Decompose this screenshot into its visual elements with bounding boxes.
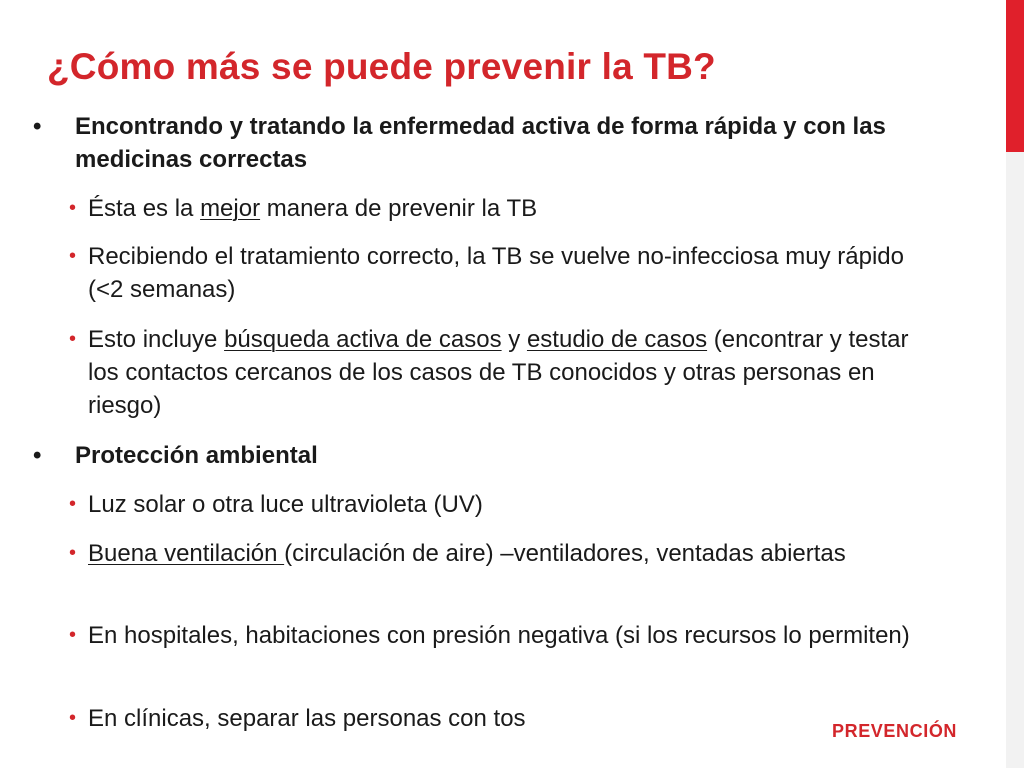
bullet-dot: • [33, 442, 42, 469]
subitem-1-1-underlined: mejor [200, 195, 261, 222]
sub-bullet-dot: • [69, 624, 77, 646]
bullet-dot: • [33, 113, 42, 140]
subitem-2-2-text [88, 537, 928, 570]
sub-bullet-dot: • [69, 328, 77, 350]
subitem-2-4-text: En clínicas, separar las personas con tos [88, 705, 526, 732]
subitem-1-1-post: manera de prevenir la TB [260, 195, 538, 222]
section-label: PREVENCIÓN [832, 721, 958, 741]
side-accent-red [1006, 0, 1024, 152]
sub-bullet-dot: • [69, 493, 77, 515]
subitem-1-3-pre: Esto incluye [88, 326, 225, 353]
side-accent-bar [1006, 0, 1024, 768]
slide-title: ¿Cómo más se puede prevenir la TB? [47, 46, 716, 87]
side-accent-gray [1006, 152, 1024, 768]
subitem-2-2-underlined: Buena ventilación [88, 540, 285, 567]
subitem-1-3-post: (encontrar y testar los contactos cercanos de los casos de TB conocidos y otras personas en riesgo) [88, 326, 909, 419]
bullet-item-2-text: Protección ambiental [75, 442, 318, 469]
subitem-1-1-pre: Ésta es la [88, 195, 201, 222]
sub-bullet-dot: • [69, 542, 77, 564]
sub-bullet-dot: • [69, 707, 77, 729]
subitem-2-3-text: En hospitales, habitaciones con presión negativa (si los recursos lo permiten) [88, 622, 910, 649]
subitem-1-3-underlined-1: búsqueda activa de casos [224, 326, 502, 353]
subitem-1-3-text [88, 323, 928, 422]
subitem-1-2-text: Recibiendo el tratamiento correcto, la TB se vuelve no-infecciosa muy rápido (<2 semanas) [88, 243, 904, 303]
subitem-1-3-mid: y [501, 326, 527, 353]
bullet-item-1-text: Encontrando y tratando la enfermedad activa de forma rápida y con las medicinas correctas [75, 113, 886, 173]
subitem-1-1-text [88, 192, 928, 225]
subitem-2-1-text: Luz solar o otra luce ultravioleta (UV) [88, 491, 483, 518]
sub-bullet-dot: • [69, 245, 77, 267]
subitem-2-2-post: (circulación de aire) –ventiladores, ventadas abiertas [284, 540, 846, 567]
subitem-1-3-underlined-2: estudio de casos [526, 326, 708, 353]
sub-bullet-dot: • [69, 197, 77, 219]
